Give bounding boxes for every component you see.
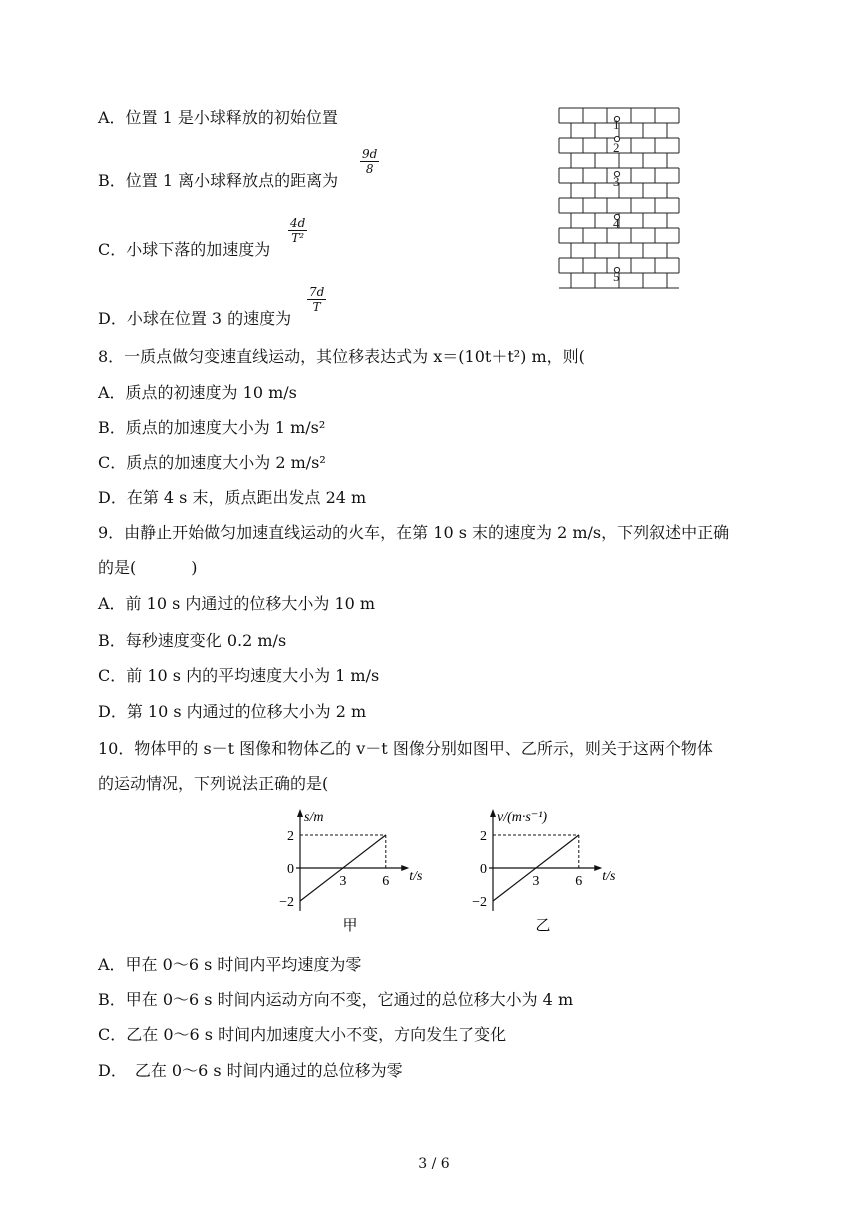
q10-option-a: A．甲在 0～6 s 时间内平均速度为零 [98,955,362,974]
brick-wall [559,108,679,288]
y-axis-label: v/(m·s⁻¹) [497,810,548,825]
x-tick-label: 6 [575,874,583,889]
y-tick-label: 2 [480,829,487,844]
y-tick-label: 2 [287,829,294,844]
y-tick-label: 0 [287,862,294,877]
chart-yi [455,805,615,940]
ball-positions [613,116,620,284]
ball-label-1: 1 [613,117,620,132]
x-axis-arrow [594,865,602,871]
q8-option-a: A．质点的初速度为 10 m/s [98,383,297,402]
y-tick-label: −2 [279,895,294,910]
q7-c-denominator: T² [291,231,305,245]
x-tick-label: 3 [532,874,540,889]
x-axis-label: t/s [602,869,615,884]
y-tick-label: −2 [472,895,487,910]
chart-jia [262,805,422,940]
x-tick-label: 3 [339,874,347,889]
q7-option-c: C．小球下落的加速度为 [98,240,271,259]
q7-option-c-fraction [288,216,307,245]
q7-option-d-fraction [307,285,326,314]
x-axis-arrow [401,865,409,871]
q8-option-b: B．质点的加速度大小为 1 m/s² [98,418,326,437]
y-axis-label: s/m [304,810,324,825]
q9-stem2-text: 的是( [98,558,137,577]
q9-option-d: D．第 10 s 内通过的位移大小为 2 m [98,702,367,721]
q7-option-b: B．位置 1 离小球释放点的距离为 [98,171,339,190]
x-tick-label: 6 [382,874,390,889]
q7-c-numerator: 4d [290,216,306,230]
ball-label-5: 5 [613,269,620,284]
q7-d-numerator: 7d [309,285,325,299]
q9-option-a: A．前 10 s 内通过的位移大小为 10 m [98,594,376,613]
page-number: 3 / 6 [418,1156,450,1172]
ball-label-4: 4 [613,216,620,231]
q7-b-denominator: 8 [365,162,374,176]
q7-b-numerator: 9d [362,147,378,161]
q10-option-b: B．甲在 0～6 s 时间内运动方向不变，它通过的总位移大小为 4 m [98,990,574,1009]
q9-stem-line1: 9．由静止开始做匀加速直线运动的火车，在第 10 s 末的速度为 2 m/s，下列叙述中正确 [98,523,730,542]
q9-stem-line2 [98,558,198,578]
ball-label-2: 2 [613,140,620,155]
y-tick-label: 0 [480,862,487,877]
brick-wall-figure [555,100,685,305]
q10-option-d: D． 乙在 0～6 s 时间内通过的总位移为零 [98,1061,403,1080]
q9-option-c: C．前 10 s 内的平均速度大小为 1 m/s [98,666,380,685]
ball-label-3: 3 [613,174,620,189]
q10-option-c: C．乙在 0～6 s 时间内加速度大小不变，方向发生了变化 [98,1025,507,1044]
q8-option-c: C．质点的加速度大小为 2 m/s² [98,453,326,472]
q9-stem2-end: ) [191,558,198,577]
q9-option-b: B．每秒速度变化 0.2 m/s [98,631,287,650]
q8-option-d: D．在第 4 s 末，质点距出发点 24 m [98,488,367,507]
chart-caption: 乙 [535,918,551,934]
chart-caption: 甲 [342,918,358,934]
q7-option-b-fraction [360,147,379,176]
q8-stem: 8．一质点做匀变速直线运动，其位移表达式为 x＝(10t＋t²) m，则( [98,347,585,366]
y-axis-arrow [297,809,303,817]
q7-option-a: A．位置 1 是小球释放的初始位置 [98,108,338,127]
q10-stem-line2: 的运动情况，下列说法正确的是( [98,774,329,793]
y-axis-arrow [490,809,496,817]
q7-option-d: D．小球在位置 3 的速度为 [98,309,292,328]
q7-d-denominator: T [312,300,321,314]
q10-stem-line1: 10．物体甲的 s－t 图像和物体乙的 v－t 图像分别如图甲、乙所示，则关于这两个物体 [98,739,713,758]
x-axis-label: t/s [409,869,422,884]
